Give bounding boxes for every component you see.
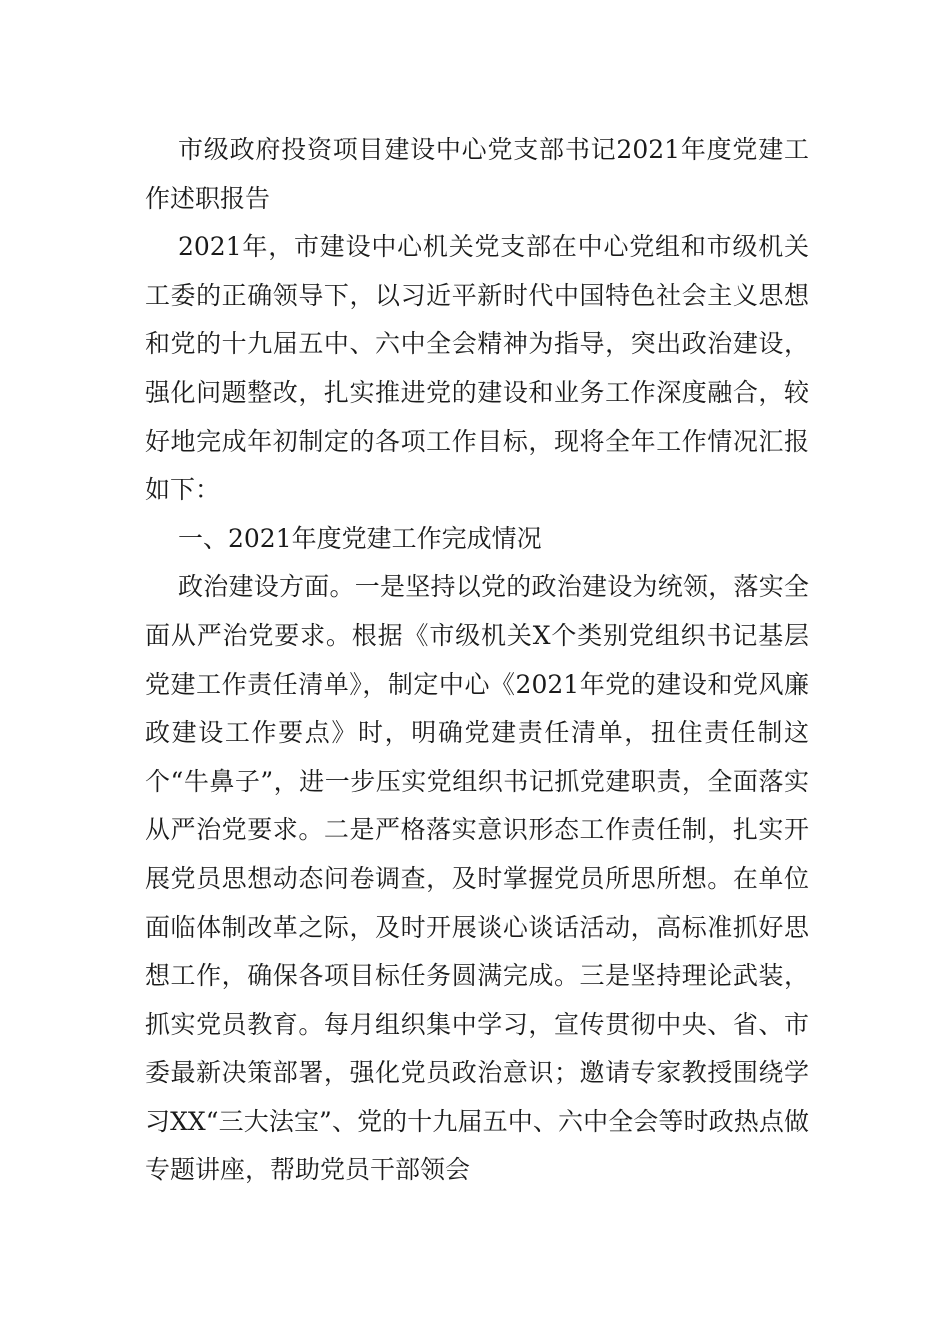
document-title: 市级政府投资项目建设中心党支部书记2021年度党建工作述职报告 (145, 135, 809, 213)
intro-paragraph: 2021年，市建设中心机关党支部在中心党组和市级机关工委的正确领导下，以习近平新时代中国特色社会主义思想和党的十九届五中、六中全会精神为指导，突出政治建设，强化问题整改，扎实推进党的建设和业务工作深度融合，较好地完成年初制定的各项工作目标，现将全年工作情况汇报如下： (145, 232, 809, 505)
section-heading: 一、2021年度党建工作完成情况 (178, 523, 542, 553)
body-paragraph: 政治建设方面。一是坚持以党的政治建设为统领，落实全面从严治党要求。根据《市级机关X个类别党组织书记基层党建工作责任清单》，制定中心《2021年党的建设和党风廉政建设工作要点》时，明确党建责任清单，扭住责任制这个“牛鼻子”，进一步压实党组织书记抓党建职责，全面落实从严治党要求。二是严格落实意识形态工作责任制，扎实开展党员思想动态问卷调查，及时掌握党员所思所想。在单位面临体制改革之际，及时开展谈心谈话活动，高标准抓好思想工作，确保各项目标任务圆满完成。三是坚持理论武装，抓实党员教育。每月组织集中学习，宣传贯彻中央、省、市委最新决策部署，强化党员政治意识；邀请专家教授围绕学习XX“三大法宝”、党的十九届五中、六中全会等时政热点做专题讲座，帮助党员干部领会 (145, 572, 809, 1185)
document-text (145, 126, 809, 1195)
